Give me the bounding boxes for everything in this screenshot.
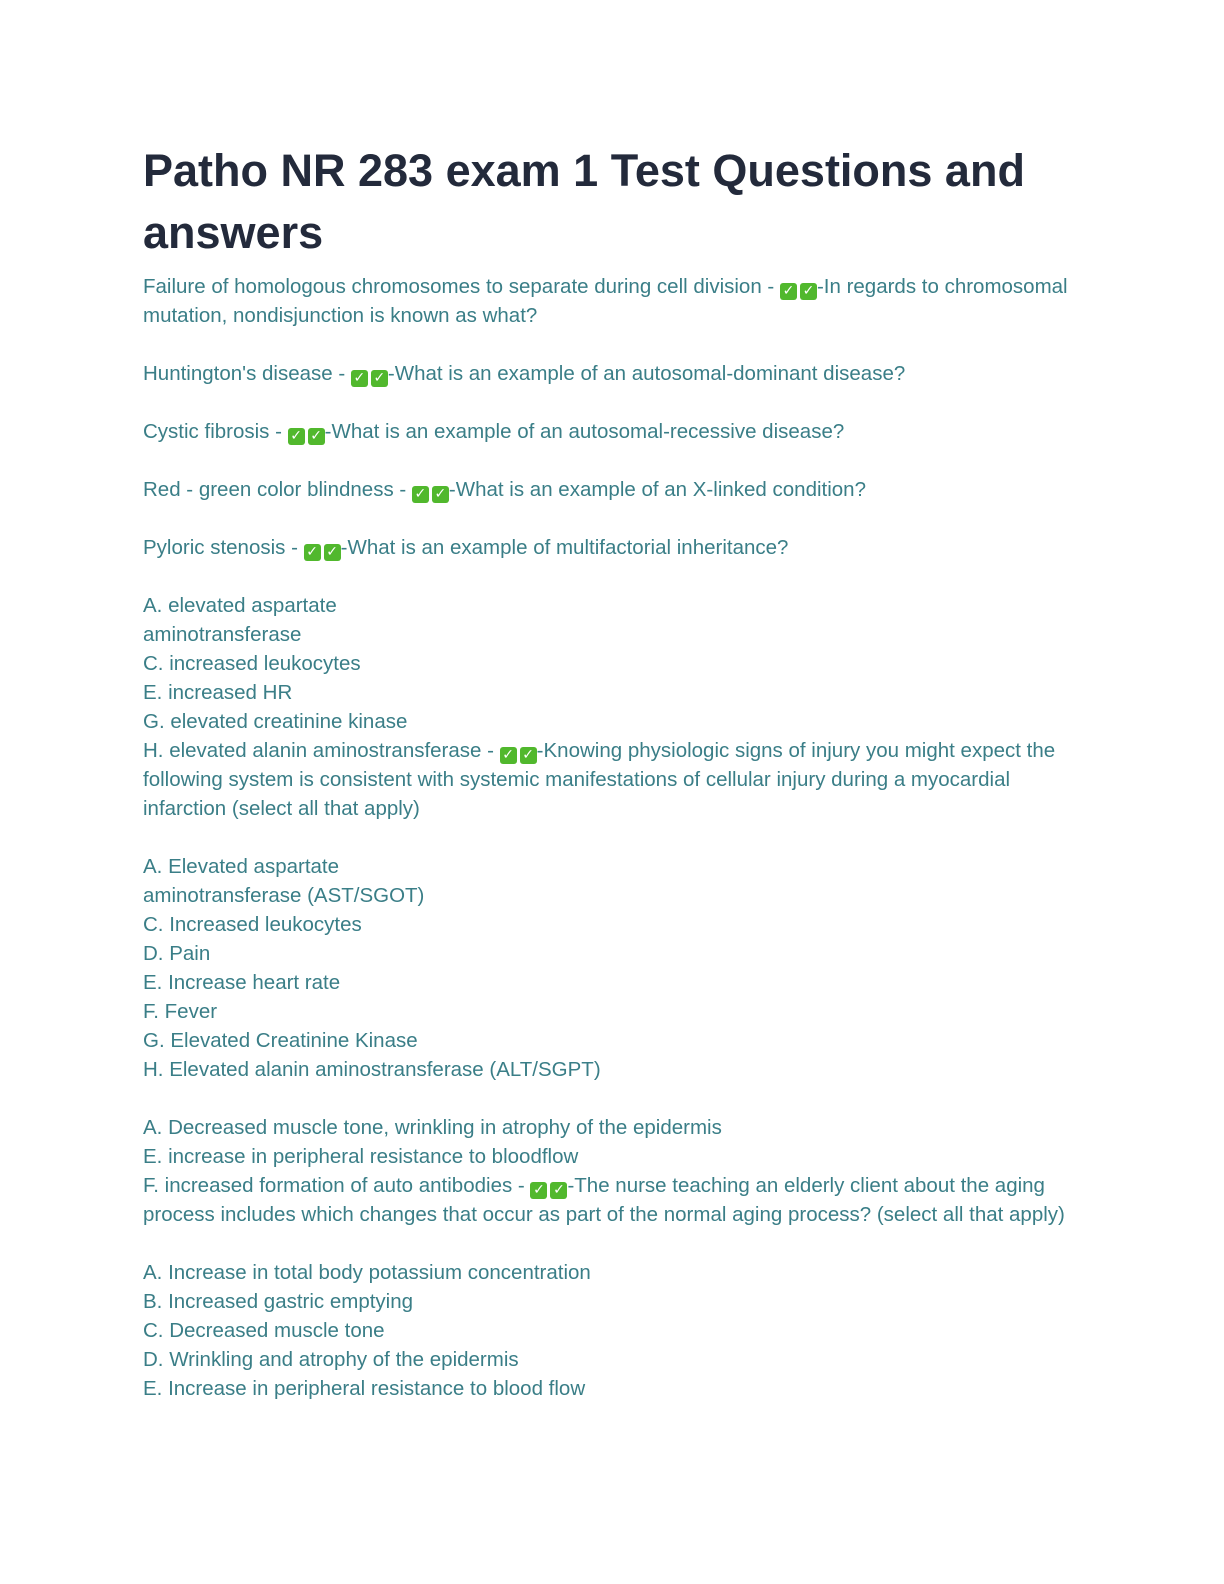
page-title: Patho NR 283 exam 1 Test Questions and answers (143, 145, 1025, 258)
check-mark-icon: ✓ (500, 747, 517, 764)
check-mark-icon: ✓ (530, 1182, 547, 1199)
qa-item-5 (143, 533, 1073, 562)
check-mark-icon: ✓ (780, 283, 797, 300)
qa-answer: Pyloric stenosis - (143, 536, 304, 559)
check-mark-icon: ✓ (324, 544, 341, 561)
qa-question: -What is an example of multifactorial inheritance? (340, 536, 789, 559)
qa-question: -The nurse teaching an elderly client about the aging process includes which changes that occur as part of the normal aging process? (select all that apply) (143, 1174, 1065, 1226)
option-line: C. Decreased muscle tone (143, 1319, 385, 1342)
option-line: A. Elevated aspartate (143, 855, 340, 878)
check-mark-pair (780, 275, 817, 298)
qa-answer: Huntington's disease - (143, 362, 351, 385)
document-page (143, 140, 1073, 1432)
qa-item-1 (143, 272, 1073, 330)
answer-line: A. elevated aspartate (143, 594, 337, 617)
qa-question: -In regards to chromosomal mutation, nondisjunction is known as what? (143, 275, 1068, 327)
qa-answer: Cystic fibrosis - (143, 420, 288, 443)
check-mark-pair (412, 478, 449, 501)
qa-question: -What is an example of an autosomal-recessive disease? (324, 420, 845, 443)
check-mark-icon: ✓ (520, 747, 537, 764)
qa-answer: Failure of homologous chromosomes to separate during cell division - (143, 275, 780, 298)
option-line: G. Elevated Creatinine Kinase (143, 1029, 418, 1052)
check-mark-pair (351, 362, 388, 385)
check-mark-icon: ✓ (800, 283, 817, 300)
document-content (143, 272, 1073, 1403)
check-mark-pair (530, 1174, 567, 1197)
option-line: F. Fever (143, 1000, 218, 1023)
check-mark-pair (500, 739, 537, 762)
qa-item-4 (143, 475, 1073, 504)
qa-answer: Red - green color blindness - (143, 478, 412, 501)
option-line: aminotransferase (AST/SGOT) (143, 884, 425, 907)
qa-item-aging (143, 1113, 1073, 1229)
check-mark-icon: ✓ (550, 1182, 567, 1199)
answer-line: aminotransferase (143, 623, 302, 646)
qa-item-2 (143, 359, 1073, 388)
aging-options-list (143, 1258, 1073, 1403)
answer-line: G. elevated creatinine kinase (143, 710, 408, 733)
check-mark-icon: ✓ (288, 428, 305, 445)
option-line: D. Pain (143, 942, 211, 965)
option-line: D. Wrinkling and atrophy of the epidermis (143, 1348, 519, 1371)
option-line: B. Increased gastric emptying (143, 1290, 414, 1313)
check-mark-pair (288, 420, 325, 443)
check-mark-icon: ✓ (308, 428, 325, 445)
option-line: A. Increase in total body potassium concentration (143, 1261, 591, 1284)
option-line: C. Increased leukocytes (143, 913, 362, 936)
check-mark-pair (304, 536, 341, 559)
answer-line: A. Decreased muscle tone, wrinkling in atrophy of the epidermis (143, 1116, 722, 1139)
check-mark-icon: ✓ (412, 486, 429, 503)
check-mark-icon: ✓ (304, 544, 321, 561)
qa-question: -What is an example of an X-linked condition? (448, 478, 866, 501)
qa-answer: H. elevated alanin aminostransferase - (143, 739, 500, 762)
option-line: E. Increase heart rate (143, 971, 341, 994)
check-mark-icon: ✓ (351, 370, 368, 387)
qa-item-mi (143, 591, 1073, 823)
check-mark-icon: ✓ (371, 370, 388, 387)
qa-question: -What is an example of an autosomal-dominant disease? (387, 362, 906, 385)
answer-line: E. increase in peripheral resistance to bloodflow (143, 1145, 579, 1168)
qa-item-3 (143, 417, 1073, 446)
answer-line: E. increased HR (143, 681, 293, 704)
option-line: H. Elevated alanin aminostransferase (ALT/SGPT) (143, 1058, 601, 1081)
qa-answer: F. increased formation of auto antibodies - (143, 1174, 531, 1197)
answer-line: C. increased leukocytes (143, 652, 361, 675)
qa-question: -Knowing physiologic signs of injury you might expect the following system is consistent with systemic manifestations of cellular injury during a myocardial infarction (select all that apply) (143, 739, 1056, 820)
mi-options-list (143, 852, 1073, 1084)
option-line: E. Increase in peripheral resistance to blood flow (143, 1377, 586, 1400)
check-mark-icon: ✓ (432, 486, 449, 503)
